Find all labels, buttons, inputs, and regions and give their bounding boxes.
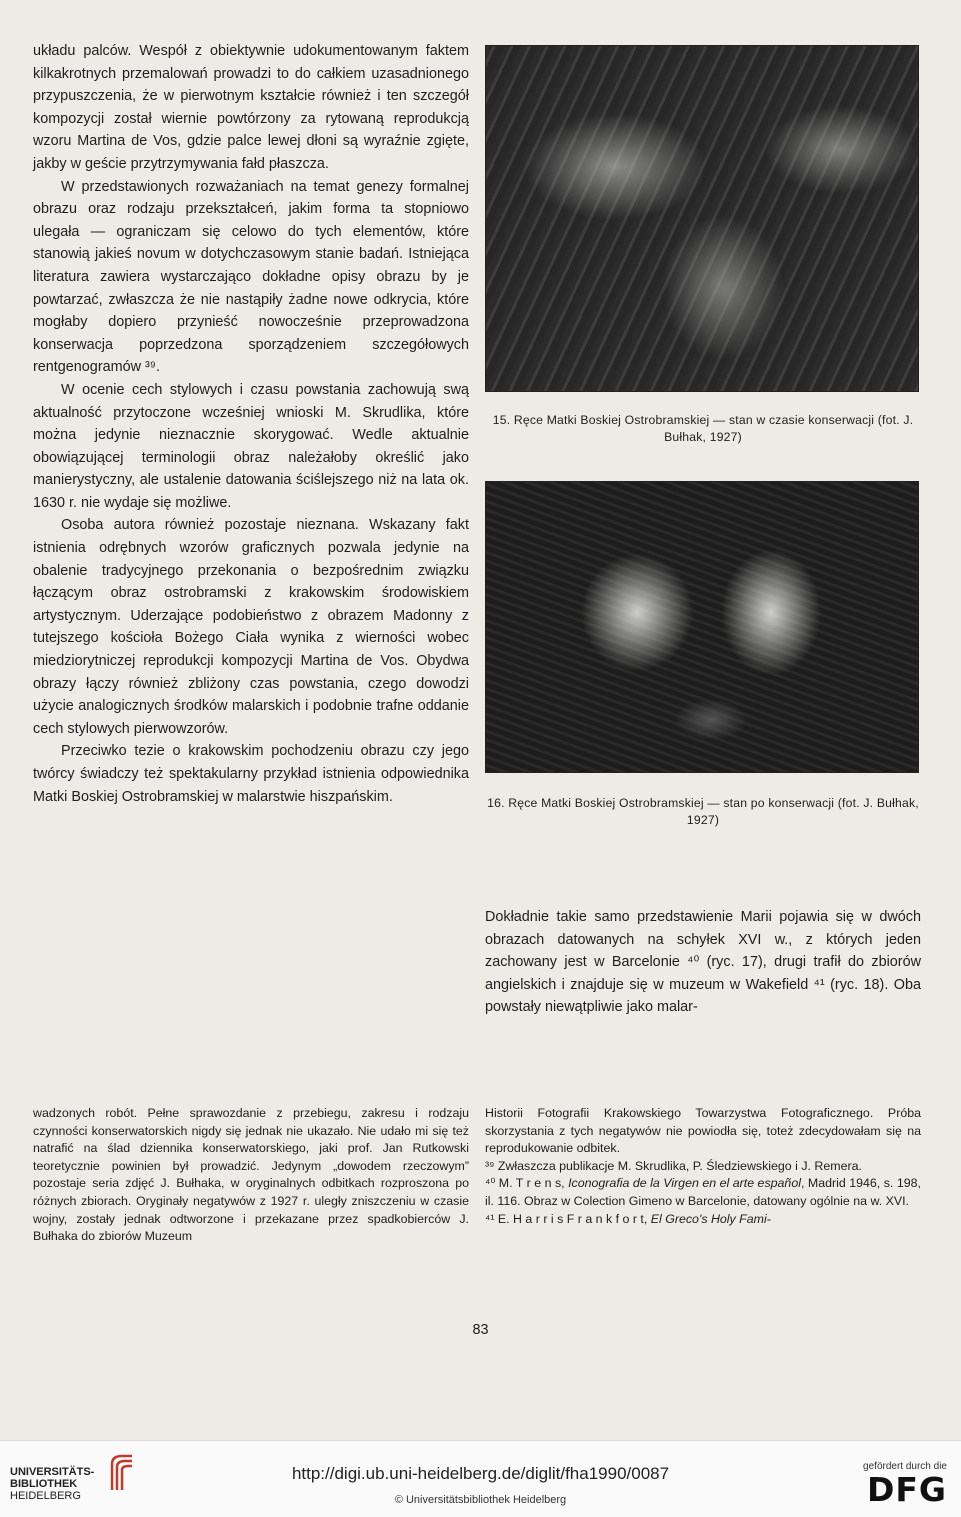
copyright-notice: © Universitätsbibliothek Heidelberg <box>394 1494 567 1506</box>
dfg-funding-text: gefördert durch die <box>863 1461 947 1472</box>
footnote-40 <box>485 1175 921 1210</box>
figure-16-photo <box>485 481 919 773</box>
figure-15-caption: 15. Ręce Matki Boskiej Ostrobramskiej — stan w czasie konserwacji (fot. J. Bułhak, 1927) <box>492 413 914 444</box>
dfg-logo[interactable]: DFG <box>866 1470 947 1509</box>
footnote-40-author: ⁴⁰ M. T r e n s, <box>485 1176 565 1191</box>
footnotes-right <box>485 1105 921 1228</box>
footnote-40-title: Iconografia de la Virgen en el arte español <box>568 1176 801 1191</box>
footnote-text: Historii Fotografii Krakowskiego Towarzystwa Fotograficznego. Próba skorzystania z tych negatywów nie powiodła się, toteż zdecydowałam się na reprodukowanie odbitek. <box>485 1106 921 1156</box>
footnote-41-author: ⁴¹ E. H a r r i s F r a n k f o r t, <box>485 1211 648 1226</box>
library-line-3: HEIDELBERG <box>10 1490 81 1502</box>
paragraph: układu palców. Wespół z obiektywnie udokumentowanym faktem kilkakrotnych przemalowań prowadzi to do całkiem uzasadnionego przypuszczenia, że w pierwotnym kształcie również i ten szczegół kompozycji został wiernie powtórzony za rytowaną reprodukcją wzoru Martina de Vos, gdzie palce lewej dłoni są wyraźnie zgięte, jakby w geście przytrzymywania fałd płaszcza. <box>33 43 469 172</box>
paragraph: Przeciwko tezie o krakowskim pochodzeniu obrazu czy jego twórcy świadczy też spektakularny przykład istnienia odpowiednika Matki Boskiej Ostrobramskiej w malarstwie hiszpańskim. <box>33 743 469 805</box>
figure-16-caption: 16. Ręce Matki Boskiej Ostrobramskiej — stan po konserwacji (fot. J. Bułhak, 1927) <box>487 796 919 827</box>
paragraph: W ocenie cech stylowych i czasu powstania zachowują swą aktualność przytoczone wcześniej wnioski M. Skrudlika, które można jedynie nieznacznie skorygować. Wedle aktualnie obowiązującej terminologii obraz należałoby określić jako manierystyczny, ale ustalenie datowania ściślejszego niż na lata ok. 1630 r. nie wydaje się możliwe. <box>33 381 469 511</box>
right-text-column <box>485 906 921 1019</box>
library-line-1: UNIVERSITÄTS- <box>10 1466 95 1478</box>
page-number: 83 <box>472 1322 489 1338</box>
footnote-40-rest: , Madrid 1946, s. 198, il. 116. Obraz w Colection Gimeno w Barcelonie, datowany ogólnie na w. XVI. <box>485 1176 921 1208</box>
document-url-link[interactable]: http://digi.ub.uni-heidelberg.de/diglit/fha1990/0087 <box>291 1464 670 1483</box>
footnote-41-title: El Greco's Holy Fami- <box>650 1211 771 1226</box>
paragraph: Osoba autora również pozostaje nieznana. Wskazany fakt istnienia odrębnych wzorów graficznych pozwala jedynie na obalenie tradycyjnego przekonania o bezpośrednim związku łączącym obraz ostrobramski z krakowskim środowiskiem artystycznym. Uderzające podobieństwo z obrazem Madonny z tutejszego kościoła Bożego Ciała wynika z wierności wobec miedziorytniczej reprodukcji kompozycji Martina de Vos. Obydwa obrazy łączy również zbliżony czas powstania, czego dowodzi użycie analogicznych środków malarskich i podobnie trafne oddanie cech stylowych pierwowzorów. <box>33 517 469 737</box>
left-text-column <box>33 40 469 808</box>
footnote-39: ³⁹ Zwłaszcza publikacje M. Skrudlika, P. Śledziewskiego i J. Remera. <box>485 1158 862 1173</box>
figure-15-photo <box>485 45 919 392</box>
paragraph: Dokładnie takie samo przedstawienie Marii pojawia się w dwóch obrazach datowanych na schyłek XVI w., z których jeden zachowany jest w Barcelonie ⁴⁰ (ryc. 17), drugi trafił do zbiorów angielskich i znajduje się w muzeum w Wakefield ⁴¹ (ryc. 18). Oba powstały niewątpliwie jako malar- <box>485 909 921 1016</box>
footnotes-left <box>33 1105 469 1246</box>
footnote-41 <box>485 1211 921 1229</box>
paragraph: W przedstawionych rozważaniach na temat genezy formalnej obrazu oraz rodzaju przekształceń, jakim forma ta stopniowo ulegała — ograniczam się celowo do tych elementów, które stanowią jakieś novum w dotychczasowym stanie badań. Istniejąca literatura zawiera wystarczająco dokładne opisy obrazu by je powtarzać, zwłaszcza że nie nastąpiły żadne nowe odkrycia, które mogłaby dopiero przynieść nowocześnie przeprowadzona konserwacja poprzedzona sporządzeniem szczegółowych rentgenogramów ³⁹. <box>33 178 469 376</box>
footnote-text: wadzonych robót. Pełne sprawozdanie z przebiegu, zakresu i rodzaju czynności konserwatorskich nigdy się jednak nie ukazało. Nie udało mi się też natrafić na ślad dziennika konserwatorskiego, jaki prof. Jan Rutkowski teoretycznie powinien był prowadzić. Jedynym „dowodem rzeczowym” pozostaje seria zdjęć J. Bułhaka, w oryginalnych odbitkach rozproszona po różnych zbiorach. Oryginały negatywów z 1927 r. uległy zniszczeniu w czasie wojny, zostały jednak odtworzone i przekazane przez spadkobierców J. Bułhaka do zbiorów Muzeum <box>33 1106 469 1244</box>
library-line-2: BIBLIOTHEK <box>10 1478 78 1490</box>
